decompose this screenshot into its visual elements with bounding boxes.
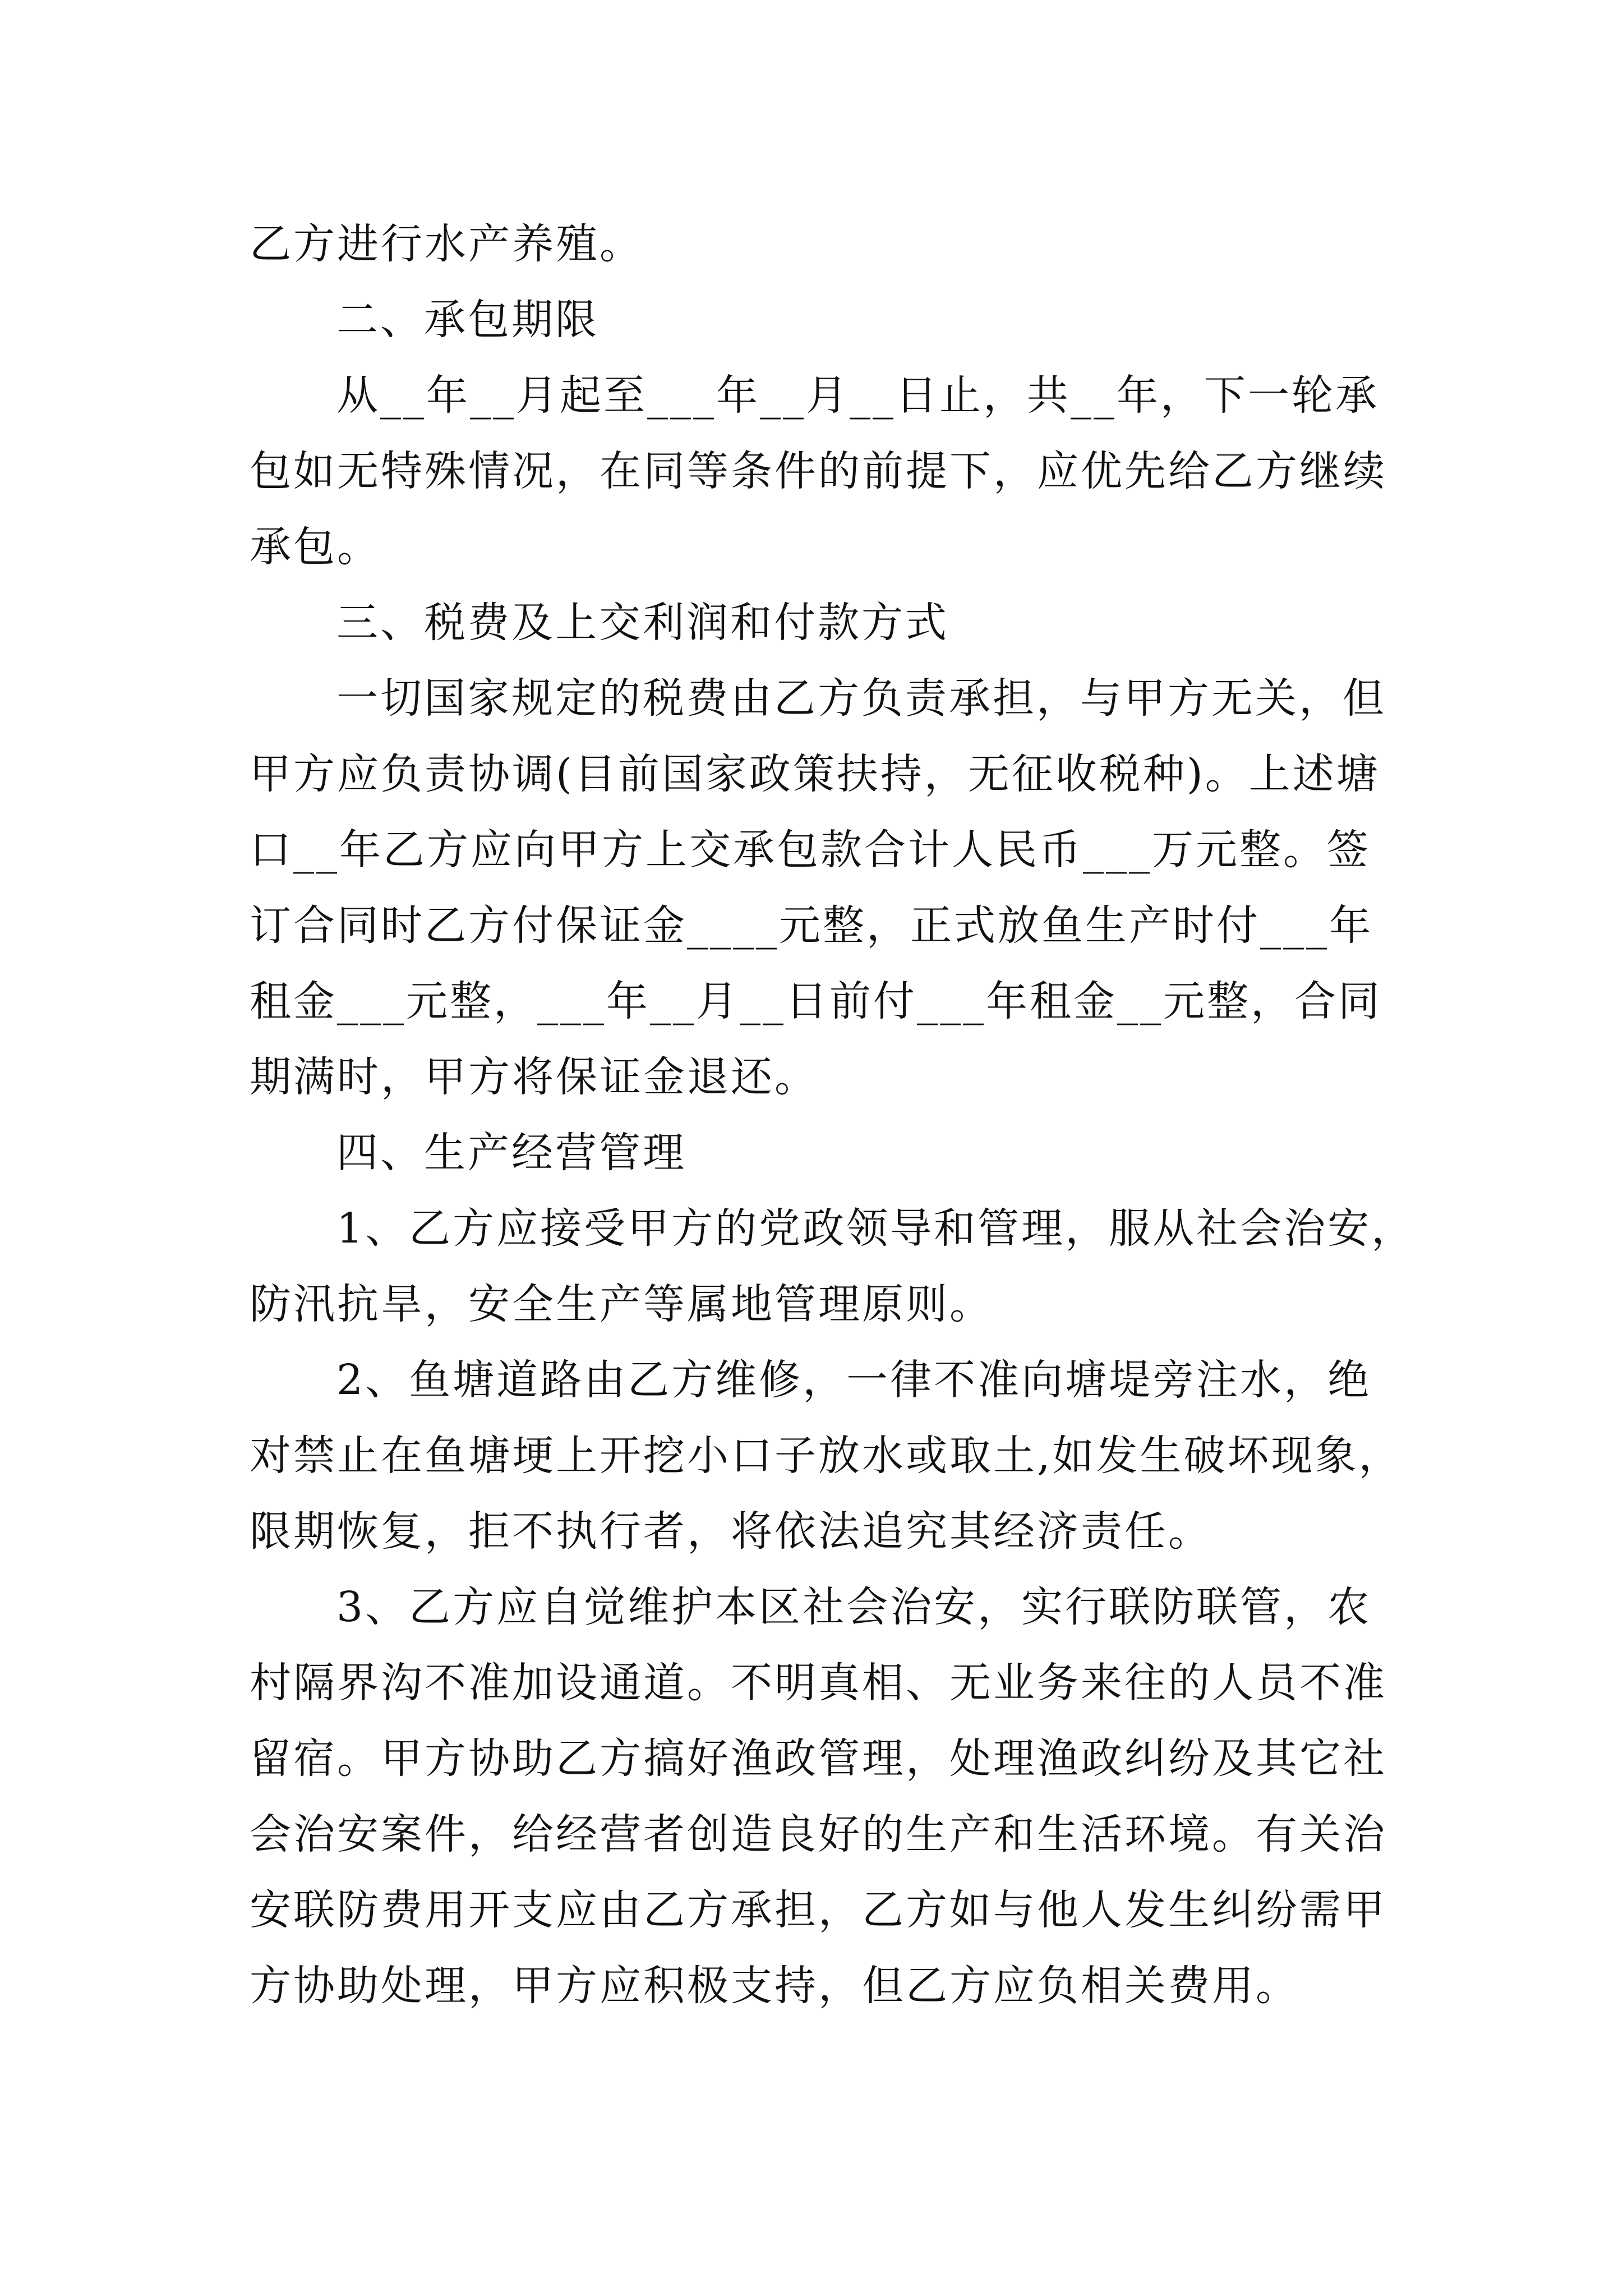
paragraph-line: 一切国家规定的税费由乙方负责承担，与甲方无关，但 bbox=[336, 674, 1386, 723]
paragraph-line: 订合同时乙方付保证金____元整，正式放鱼生产时付___年 bbox=[250, 901, 1373, 950]
paragraph-line: 2、鱼塘道路由乙方维修，一律不准向塘堤旁注水，绝 bbox=[336, 1356, 1372, 1404]
paragraph-line: 防汛抗旱，安全生产等属地管理原则。 bbox=[250, 1280, 993, 1328]
section-heading: 二、承包期限 bbox=[336, 296, 599, 344]
paragraph-line: 口__年乙方应向甲方上交承包款合计人民币___万元整。签 bbox=[250, 826, 1371, 874]
paragraph-line: 村隔界沟不准加设通道。不明真相、无业务来往的人员不准 bbox=[250, 1659, 1387, 1707]
paragraph-line: 安联防费用开支应由乙方承担，乙方如与他人发生纠纷需甲 bbox=[250, 1886, 1387, 1934]
paragraph-line: 承包。 bbox=[250, 523, 381, 571]
paragraph-line: 1、乙方应接受甲方的党政领导和管理，服从社会治安， bbox=[336, 1204, 1415, 1253]
paragraph-line: 包如无特殊情况，在同等条件的前提下，应优先给乙方继续 bbox=[250, 447, 1387, 495]
paragraph-line: 留宿。甲方协助乙方搞好渔政管理，处理渔政纠纷及其它社 bbox=[250, 1734, 1387, 1783]
paragraph-line: 限期恢复，拒不执行者，将依法追究其经济责任。 bbox=[250, 1507, 1212, 1556]
paragraph-line: 租金___元整，___年__月__日前付___年租金__元整，合同 bbox=[250, 977, 1382, 1025]
paragraph-line: 方协助处理，甲方应积极支持，但乙方应负相关费用。 bbox=[250, 1962, 1299, 2010]
paragraph-line: 对禁止在鱼塘埂上开挖小口子放水或取土,如发生破坏现象， bbox=[250, 1432, 1403, 1480]
paragraph-line: 甲方应负责协调(目前国家政策扶持，无征收税种)。上述塘 bbox=[250, 750, 1380, 798]
section-heading: 三、税费及上交利润和付款方式 bbox=[336, 599, 949, 647]
section-heading: 四、生产经营管理 bbox=[336, 1129, 686, 1177]
paragraph-line: 从__年__月起至___年__月__日止，共__年，下一轮承 bbox=[336, 371, 1379, 420]
paragraph-line: 期满时，甲方将保证金退还。 bbox=[250, 1053, 818, 1101]
paragraph-line: 乙方进行水产养殖。 bbox=[250, 220, 643, 268]
paragraph-line: 3、乙方应自觉维护本区社会治安，实行联防联管，农 bbox=[336, 1583, 1372, 1631]
paragraph-line: 会治安案件，给经营者创造良好的生产和生活环境。有关治 bbox=[250, 1810, 1387, 1858]
